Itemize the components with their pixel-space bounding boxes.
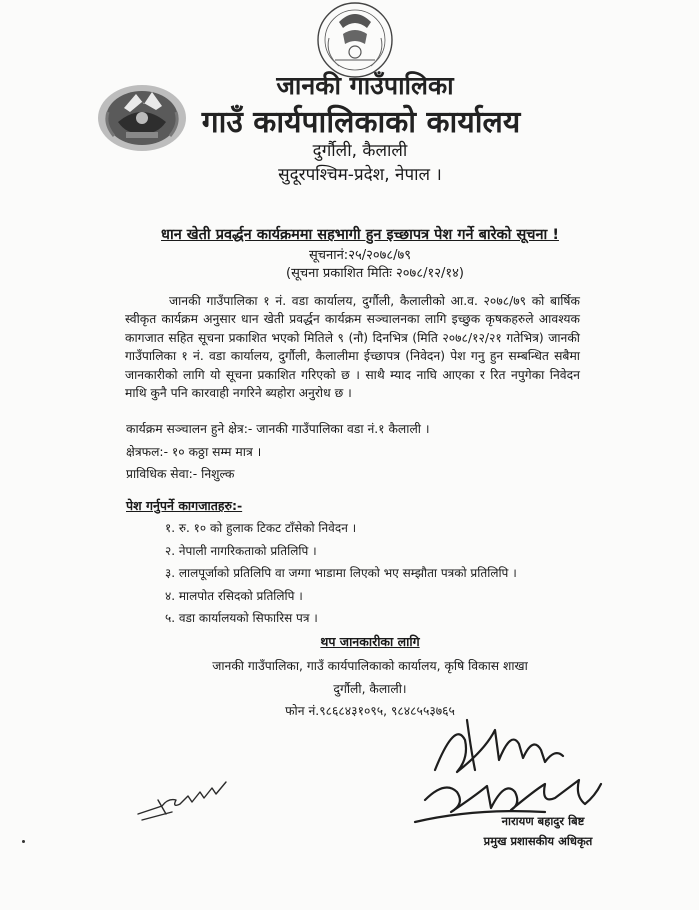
contact-phone: फोन नं.९८६८४३१०९५, ९८४८५५३७६५ [285,704,455,718]
documents-list [165,517,517,630]
technical-service: प्राविधिक सेवा:- निशुल्क [126,467,235,481]
contact-address: दुर्गौली, कैलाली। [333,682,407,696]
officer-name: नारायण बहादुर बिष्ट [501,814,585,828]
list-item: ५. वडा कार्यालयको सिफारिस पत्र । [165,611,318,625]
secondary-signature [132,770,242,825]
notice-publish-date: (सूचना प्रकाशित मितिः २०७८/१२/१४) [286,266,464,281]
contact-office: जानकी गाउँपालिका, गाउँ कार्यपालिकाको कार्यालय, कृषि विकास शाखा [212,659,528,673]
officer-signature [395,700,625,830]
contact-heading: थप जानकारीका लागि [320,634,420,649]
list-item: १. रु. १० को हुलाक टिकट टाँसेको निवेदन । [165,521,357,535]
list-item: ३. लालपूर्जाको प्रतिलिपि वा जग्गा भाडामा लिएको भए सम्झौता पत्रको प्रतिलिपि । [165,566,517,580]
list-item: ४. मालपोत रसिदको प्रतिलिपि । [165,588,303,603]
notice-body: जानकी गाउँपालिका १ नं. वडा कार्यालय, दुर्गौली, कैलालीको आ.व. २०७८/७९ को बार्षिक स्वीकृत कार्यक्रम अनुसार धान खेती प्रवर्द्धन कार्यक्रम सञ्चालनका लागि इच्छुक कृषकहरुले आवश्यक कागजात सहित सूचना प्रकाशित भएको मितिले ९ (नौ) दिनभित्र (मिति २०७८/१२/२१ गतेभित्र) जानकी गाउँपालिका १ नं. वडा कार्यालय, दुर्गौली, कैलालीमा ईच्छापत्र (निवेदन) पेश गनु हुन सम्बन्धित सबैमा जानकारीको लागि यो सूचना प्रकाशित गरिएको छ । साथै म्याद नाघि आएका र रित नपुगेका निवेदन माथि कुनै पनि कारवाही नगरिने ब्यहोरा अनुरोध छ । [125,294,580,401]
documents-heading: पेश गर्नुपर्ने कागजातहरु:- [126,498,243,513]
notice-title: धान खेती प्रवर्द्धन कार्यक्रममा सहभागी हुन इच्छापत्र पेश गर्ने बारेको सूचना ! [161,227,559,243]
notice-number: सूचनानं:२५/२०७८/७९ [308,248,412,263]
list-item: २. नेपाली नागरिकताको प्रतिलिपि । [165,543,317,558]
officer-title: प्रमुख प्रशासकीय अधिकृत [483,834,593,848]
nepal-coat-of-arms-emblem [96,82,188,154]
program-size: क्षेत्रफल:- १० कठ्ठा सम्म मात्र । [126,445,262,459]
program-area: कार्यक्रम सञ्चालन हुने क्षेत्र:- जानकी गाउँपालिका वडा नं.१ कैलाली । [126,422,430,436]
office-name: गाउँ कार्यपालिकाको कार्यालय [201,105,521,140]
address-line-2: सुदूरपश्चिम-प्रदेश, नेपाल । [278,165,442,185]
speck [22,840,25,843]
municipality-name: जानकी गाउँपालिका [276,71,454,100]
address-line-1: दुर्गौली, कैलाली [312,141,408,161]
